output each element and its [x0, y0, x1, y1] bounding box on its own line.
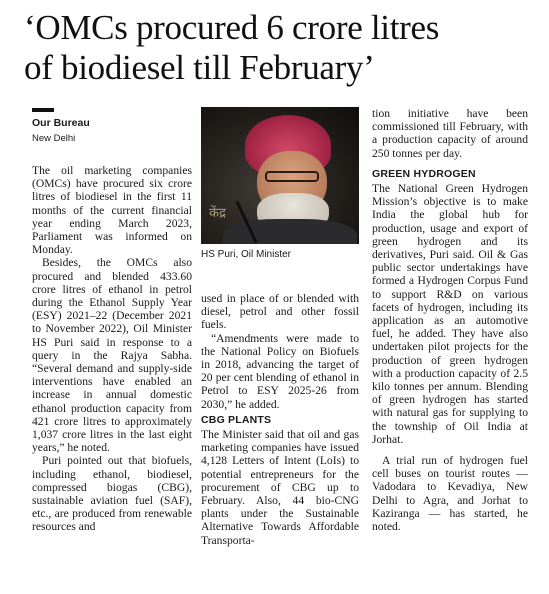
headline-line-1: ‘OMCs procured 6 crore litres — [24, 8, 440, 47]
photo-background-text: केंद्र — [209, 206, 226, 221]
minister-photo — [201, 107, 359, 244]
dateline: New Delhi — [32, 133, 76, 144]
paragraph: Besides, the OMCs also procured and blended 433.60 crore litres of ethanol in petrol during the Ethanol Supply Year (ESY) 2021–22 (December 2021 to November 2022), Oil Minister HS Puri said in response to a query in the Rajya Sabha. “Several demand and supply-side interventions have enabled an increase in annual domestic ethanol production capacity from 421 crore litres to approximately 1,037 crore litres in the last eight years,” he noted. — [32, 256, 192, 455]
paragraph: A trial run of hydrogen fuel cell buses on tourist routes — Vadodara to Kevadiya, New Delhi to Agra, and Jorhat to Kaziranga — has started, he noted. — [372, 454, 528, 534]
article-column-1 — [32, 164, 192, 534]
paragraph: The National Green Hydrogen Mission’s objective is to make India the global hub for production, usage and export of green hydrogen and its derivatives, Puri said. Oil & Gas public sector undertakings have formed a Hydrogen Corpus Fund to support R&D on various facets of hydrogen, including its application as an automotive fuel, he added. They have also undertaken pilot projects for the production of green hydrogen with a production capacity of 2.5 kilo tonnes per annum. Blending of green hydrogen has started with natural gas for supplying to the township of Oil India at Jorhat. — [372, 182, 528, 446]
paragraph: Puri pointed out that biofuels, including ethanol, biodiesel, compressed biogas (CBG), sustainable aviation fuel (SAF), etc., are produced from renewable resources and — [32, 454, 192, 534]
headline-line-2: of biodiesel till February’ — [24, 48, 375, 87]
byline: Our Bureau — [32, 117, 90, 129]
paragraph: “Amendments were made to the National Policy on Biofuels in 2018, advancing the target of 20 per cent blending of ethanol in Petrol to ESY 2025-26 from 2030,” he added. — [201, 331, 359, 411]
paragraph: The Minister said that oil and gas marketing companies have issued 4,128 Letters of Intent (LoIs) to potential entrepreneurs for the procurement of CBG up to February. Also, 44 bio-CNG plants under the Sustainable Alternative Towards Affordable Transporta- — [201, 428, 359, 547]
photo-shirt — [223, 219, 357, 244]
byline-rule — [32, 108, 54, 112]
headline — [24, 8, 544, 88]
article-column-2 — [201, 292, 359, 547]
article-column-3 — [372, 107, 528, 533]
section-heading-cbg-plants: CBG PLANTS — [201, 413, 272, 426]
paragraph: The oil marketing companies (OMCs) have procured six crore litres of biodiesel in the first 11 months of the current financial year ending March 2023, Parliament was informed on Monday. — [32, 164, 192, 257]
photo-caption: HS Puri, Oil Minister — [201, 249, 292, 260]
paragraph: used in place of or blended with diesel, petrol and other fossil fuels. — [201, 292, 359, 332]
photo-glasses — [265, 171, 319, 182]
paragraph: tion initiative have been commissioned till February, with a production capacity of around 250 tonnes per day. — [372, 107, 528, 160]
section-heading-green-hydrogen: GREEN HYDROGEN — [372, 167, 476, 180]
